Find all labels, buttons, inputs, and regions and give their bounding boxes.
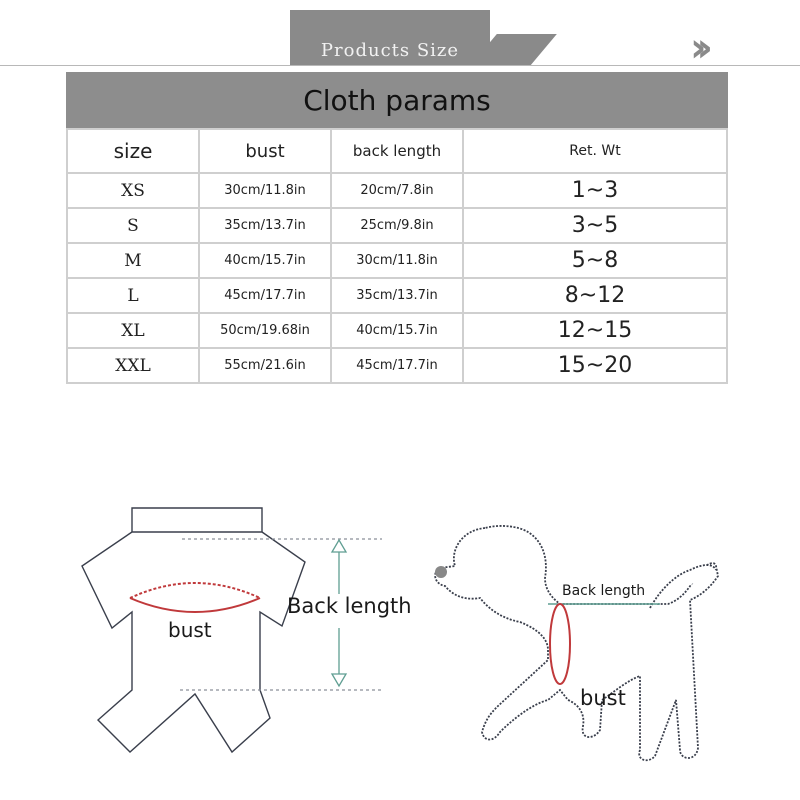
double-chevron-right-icon: ››: [690, 25, 703, 71]
cell-bust: 30cm/11.8in: [199, 173, 331, 208]
cell-back-length: 35cm/13.7in: [331, 278, 463, 313]
cell-ret-wt: 8~12: [463, 278, 727, 313]
header-back-length: back length: [331, 129, 463, 173]
header-size: size: [67, 129, 199, 173]
cell-bust: 40cm/15.7in: [199, 243, 331, 278]
cell-size: XS: [67, 173, 199, 208]
cell-ret-wt: 15~20: [463, 348, 727, 383]
cell-ret-wt: 5~8: [463, 243, 727, 278]
cell-ret-wt: 12~15: [463, 313, 727, 348]
cell-back-length: 20cm/7.8in: [331, 173, 463, 208]
header-ret-wt: Ret. Wt: [463, 129, 727, 173]
cell-back-length: 45cm/17.7in: [331, 348, 463, 383]
cell-size: L: [67, 278, 199, 313]
cell-back-length: 30cm/11.8in: [331, 243, 463, 278]
table-title: Cloth params: [66, 72, 728, 128]
cell-bust: 50cm/19.68in: [199, 313, 331, 348]
dog-nose-icon: [435, 566, 447, 578]
header-bust: bust: [199, 129, 331, 173]
cell-ret-wt: 1~3: [463, 173, 727, 208]
dog-back-length-label: Back length: [562, 583, 646, 599]
cell-ret-wt: 3~5: [463, 208, 727, 243]
cell-bust: 35cm/13.7in: [199, 208, 331, 243]
cell-size: M: [67, 243, 199, 278]
cell-size: S: [67, 208, 199, 243]
garment-back-length-label: Back length: [287, 594, 412, 618]
cell-bust: 45cm/17.7in: [199, 278, 331, 313]
dog-outline: [435, 526, 718, 760]
garment-bust-label: bust: [168, 618, 212, 642]
banner-title: Products Size: [320, 40, 460, 61]
cell-size: XL: [67, 313, 199, 348]
dog-bust-label: bust: [580, 686, 626, 710]
cell-back-length: 40cm/15.7in: [331, 313, 463, 348]
cell-back-length: 25cm/9.8in: [331, 208, 463, 243]
cell-size: XXL: [67, 348, 199, 383]
cell-bust: 55cm/21.6in: [199, 348, 331, 383]
